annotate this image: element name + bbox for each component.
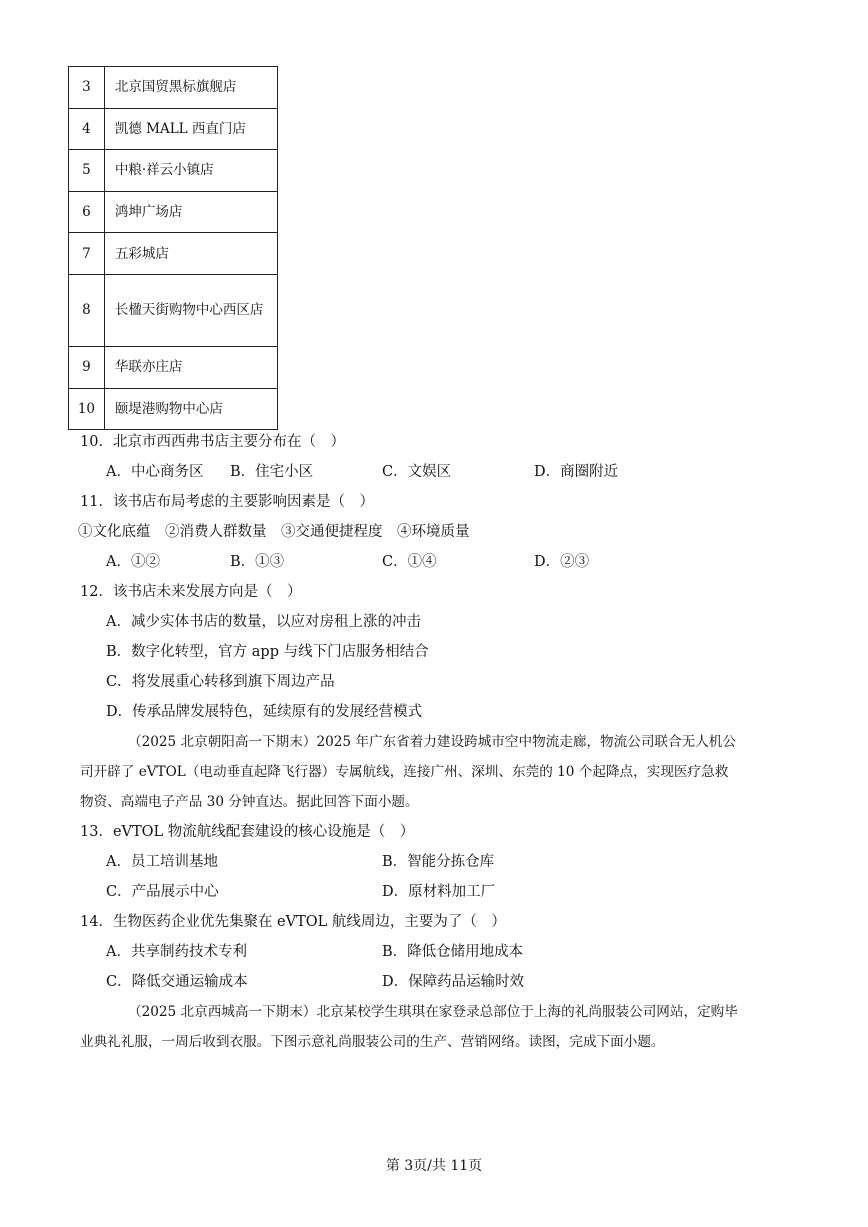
row-number: 6 xyxy=(69,191,105,233)
q14-option-d: D．保障药品运输时效 xyxy=(382,974,525,990)
store-name: 颐堤港购物中心店 xyxy=(104,388,277,430)
q10-option-b: B．住宅小区 xyxy=(230,464,314,480)
q13-option-a: A．员工培训基地 xyxy=(106,854,218,870)
table-row xyxy=(69,67,278,109)
q11-option-c: C．①④ xyxy=(382,554,437,570)
q14-option-c: C．降低交通运输成本 xyxy=(106,974,248,990)
row-number: 7 xyxy=(69,233,105,275)
passage-2-line-2: 业典礼礼服，一周后收到衣服。下图示意礼尚服装公司的生产、营销网络。读图，完成下面小题。 xyxy=(80,1034,665,1050)
q12-option-d: D．传承品牌发展特色，延续原有的发展经营模式 xyxy=(106,704,423,720)
store-table xyxy=(68,66,278,430)
question-13-stem: 13．eVTOL 物流航线配套建设的核心设施是（ ） xyxy=(80,824,415,840)
q12-option-a: A．减少实体书店的数量，以应对房租上涨的冲击 xyxy=(106,614,421,630)
store-name: 五彩城店 xyxy=(104,233,277,275)
q10-option-c: C．文娱区 xyxy=(382,464,452,480)
question-12-stem: 12．该书店未来发展方向是（ ） xyxy=(80,584,302,600)
store-name: 凯德 MALL 西直门店 xyxy=(104,108,277,150)
row-number: 8 xyxy=(69,274,105,346)
q12-option-c: C．将发展重心转移到旗下周边产品 xyxy=(106,674,335,690)
table-row xyxy=(69,388,278,430)
q13-option-b: B．智能分拣仓库 xyxy=(382,854,495,870)
question-11-stem: 11．该书店布局考虑的主要影响因素是（ ） xyxy=(80,494,374,510)
q14-option-a: A．共享制药技术专利 xyxy=(106,944,247,960)
passage-1-line-3: 物资、高端电子产品 30 分钟直达。据此回答下面小题。 xyxy=(80,794,419,810)
q10-option-a: A．中心商务区 xyxy=(106,464,204,480)
store-name: 鸿坤广场店 xyxy=(104,191,277,233)
page-footer: 第 3页/共 11页 xyxy=(385,1158,483,1174)
table-row xyxy=(69,274,278,346)
q11-factors: ①文化底蕴 ②消费人群数量 ③交通便捷程度 ④环境质量 xyxy=(78,524,470,540)
table-row xyxy=(69,150,278,192)
passage-2-line-1: （2025 北京西城高一下期末）北京某校学生琪琪在家登录总部位于上海的礼尚服装公司网站，定购毕 xyxy=(128,1004,738,1020)
row-number: 3 xyxy=(69,67,105,109)
row-number: 5 xyxy=(69,150,105,192)
store-name: 长楹天街购物中心西区店 xyxy=(104,274,277,346)
q13-option-c: C．产品展示中心 xyxy=(106,884,219,900)
question-10-stem: 10．北京市西西弗书店主要分布在（ ） xyxy=(80,434,345,450)
q10-option-d: D．商圈附近 xyxy=(534,464,619,480)
table-row xyxy=(69,191,278,233)
store-name: 华联亦庄店 xyxy=(104,346,277,388)
question-14-stem: 14．生物医药企业优先集聚在 eVTOL 航线周边，主要为了（ ） xyxy=(80,914,506,930)
q11-option-a: A．①② xyxy=(106,554,160,570)
q14-option-b: B．降低仓储用地成本 xyxy=(382,944,524,960)
q12-option-b: B．数字化转型，官方 app 与线下门店服务相结合 xyxy=(106,644,429,660)
q11-option-b: B．①③ xyxy=(230,554,285,570)
table-row xyxy=(69,233,278,275)
row-number: 10 xyxy=(69,388,105,430)
table-row xyxy=(69,346,278,388)
table-row xyxy=(69,108,278,150)
q13-option-d: D．原材料加工厂 xyxy=(382,884,496,900)
store-name: 北京国贸黑标旗舰店 xyxy=(104,67,277,109)
passage-1-line-1: （2025 北京朝阳高一下期末）2025 年广东省着力建设跨城市空中物流走廊，物流公司联合无人机公 xyxy=(128,734,736,750)
row-number: 4 xyxy=(69,108,105,150)
store-name: 中粮·祥云小镇店 xyxy=(104,150,277,192)
q11-option-d: D．②③ xyxy=(534,554,590,570)
passage-1-line-2: 司开辟了 eVTOL（电动垂直起降飞行器）专属航线，连接广州、深圳、东莞的 10 个起降点，实现医疗急救 xyxy=(80,764,729,780)
row-number: 9 xyxy=(69,346,105,388)
